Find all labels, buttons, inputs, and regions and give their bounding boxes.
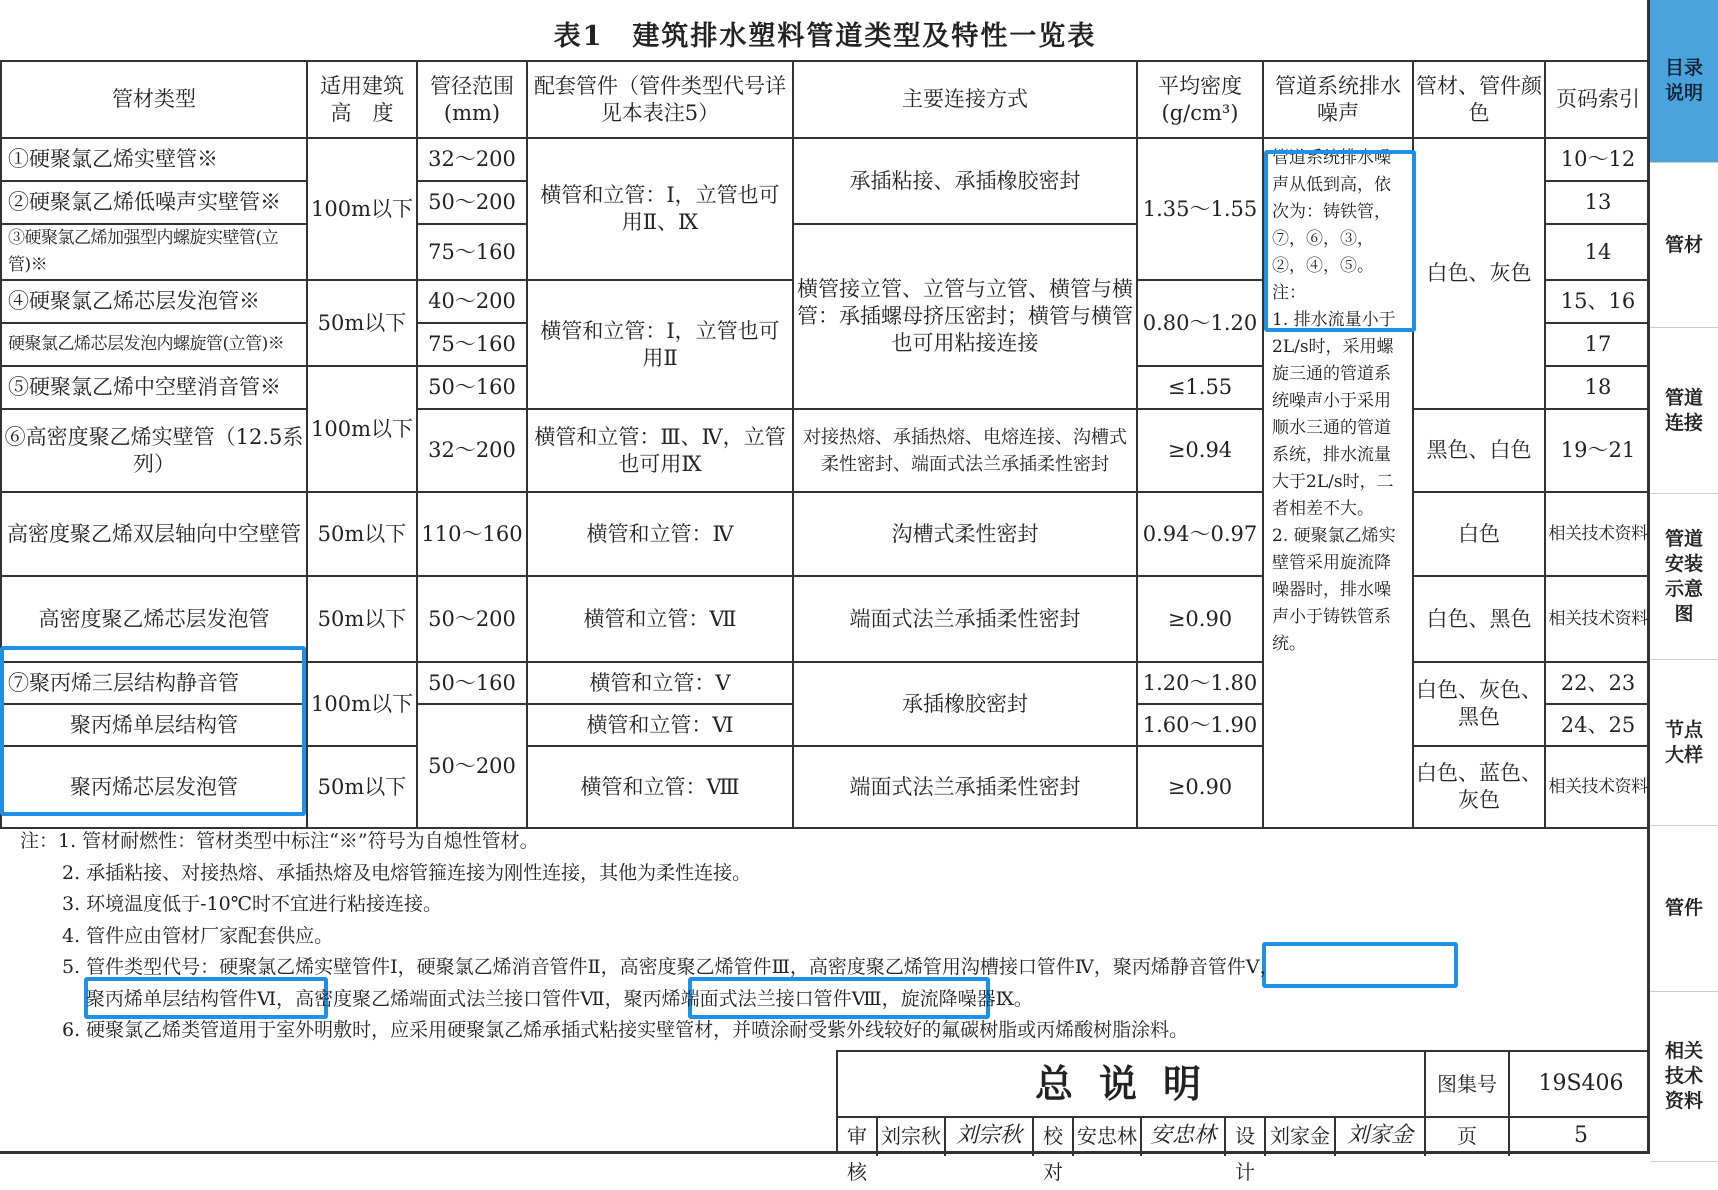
color-cell: 白色、黑色 (1413, 576, 1545, 662)
pipe-type-cell: ④硬聚氯乙烯芯层发泡管※ (1, 280, 307, 323)
noise-note-2: 2. 硬聚氯乙烯实壁管采用旋流降噪器时，排水噪声小于铸铁管系统。 (1272, 526, 1396, 654)
header-page-index: 页码索引 (1545, 61, 1651, 138)
page-number: 5 (1574, 1123, 1588, 1148)
diameter-cell: 40～200 (417, 280, 527, 323)
header-color: 管材、管件颜色 (1413, 61, 1545, 138)
pipe-type-cell: 高密度聚乙烯双层轴向中空壁管 (1, 492, 307, 576)
diameter-cell: 50～160 (417, 662, 527, 704)
fittings-cell: 横管和立管：Ⅳ (527, 492, 793, 576)
pipe-type-cell: ②硬聚氯乙烯低噪声实壁管※ (1, 181, 307, 224)
diameter-cell: 75～160 (417, 224, 527, 280)
reviewer-signature: 刘宗秋 (946, 1118, 1034, 1156)
checker-signature: 安忠林 (1142, 1118, 1226, 1156)
height-cell: 100m以下 (307, 366, 417, 492)
height-cell: 100m以下 (307, 662, 417, 746)
pipe-type-cell: ①硬聚氯乙烯实壁管※ (1, 138, 307, 181)
page-index-cell: 相关技术资料 (1545, 576, 1651, 662)
page-index-cell: 22、23 (1545, 662, 1651, 704)
design-label: 设计 (1226, 1118, 1266, 1156)
tab-node-details[interactable]: 节点大样 (1650, 660, 1718, 826)
density-cell: 1.20～1.80 (1137, 662, 1263, 704)
note-5-part-a: 5. 管件类型代号：硬聚氯乙烯实壁管件Ⅰ，硬聚氯乙烯消音管件Ⅱ，高密度聚乙烯管件Ⅲ，高密度聚乙烯管用沟槽接口管件Ⅳ， (62, 956, 1113, 978)
noise-note-1: 1. 排水流量小于2L/s时，采用螺旋三通的管道系统噪声小于采用顺水三通的管道系统，排水流量大于2L/s时，二者相差不大。 (1272, 310, 1396, 519)
header-fittings: 配套管件（管件类型代号详见本表注5） (527, 61, 793, 138)
page-label: 页 (1426, 1118, 1510, 1156)
noise-note-title: 注： (1272, 283, 1306, 303)
connection-cell: 端面式法兰承插柔性密封 (793, 746, 1137, 828)
table-title: 表1 建筑排水塑料管道类型及特性一览表 (553, 21, 1097, 52)
tab-pipe-materials[interactable]: 管材 (1650, 163, 1718, 328)
header-height: 适用建筑高 度 (307, 61, 417, 138)
diameter-cell: 50～200 (417, 181, 527, 224)
connection-cell: 承插粘接、承插橡胶密封 (793, 138, 1137, 224)
fittings-cell: 横管和立管：Ⅵ (527, 704, 793, 746)
pipe-type-cell: ③硬聚氯乙烯加强型内螺旋实壁管(立管)※ (1, 224, 307, 280)
color-cell: 白色、灰色、黑色 (1413, 662, 1545, 746)
atlas-label: 图集号 (1426, 1052, 1510, 1118)
pipe-type-cell: ⑥高密度聚乙烯实壁管（12.5系列） (1, 409, 307, 492)
diameter-cell: 50～200 (417, 576, 527, 662)
note-line-2: 2. 承插粘接、对接热熔、承插热熔及电熔管箍连接为刚性连接，其他为柔性连接。 (62, 861, 752, 884)
page-index-cell: 24、25 (1545, 704, 1651, 746)
note-5-part-e: 聚丙烯端面式法兰接口管件Ⅷ， (623, 987, 901, 1010)
fittings-cell: 横管和立管：Ⅷ (527, 746, 793, 828)
tab-contents-description[interactable]: 目录说明 (1650, 0, 1718, 163)
header-diameter: 管径范围(mm) (417, 61, 527, 138)
noise-cell (1263, 138, 1413, 828)
height-cell: 50m以下 (307, 492, 417, 576)
density-cell: ≥0.90 (1137, 746, 1263, 828)
color-cell: 黑色、白色 (1413, 409, 1545, 492)
page-index-cell: 15、16 (1545, 280, 1651, 323)
pipe-type-cell: ⑤硬聚氯乙烯中空壁消音管※ (1, 366, 307, 409)
density-cell: 1.60～1.90 (1137, 704, 1263, 746)
page-index-cell: 10～12 (1545, 138, 1651, 181)
checker-name: 安忠林 (1074, 1118, 1142, 1156)
note-line-1: 注：1. 管材耐燃性：管材类型中标注“※”符号为自熄性管材。 (20, 830, 539, 852)
height-cell: 50m以下 (307, 280, 417, 366)
designer-name: 刘家金 (1266, 1118, 1336, 1156)
note-line-5 (20, 952, 1640, 984)
note-line-3: 3. 环境温度低于-10℃时不宜进行粘接连接。 (62, 893, 443, 915)
page-index-cell: 相关技术资料 (1545, 492, 1651, 576)
pipe-types-table (0, 60, 1652, 829)
connection-cell: 端面式法兰承插柔性密封 (793, 576, 1137, 662)
page-index-cell: 13 (1545, 181, 1651, 224)
tab-pipe-connection[interactable]: 管道连接 (1650, 328, 1718, 494)
note-line-4: 4. 管件应由管材厂家配套供应。 (62, 924, 334, 947)
check-label: 校对 (1034, 1118, 1074, 1156)
fittings-cell: 横管和立管：Ⅴ (527, 662, 793, 704)
diameter-cell: 75～160 (417, 323, 527, 366)
page-index-cell: 19～21 (1545, 409, 1651, 492)
noise-ranking: 管道系统排水噪声从低到高，依次为：铸铁管，⑦，⑥，③，②，④，⑤。 (1272, 148, 1391, 276)
note-5-part-c: 聚丙烯单层结构管件Ⅵ， (86, 987, 296, 1010)
connection-cell: 横管接立管、立管与立管、横管与横管：承插螺母挤压密封；横管与横管也可用粘接连接 (793, 224, 1137, 409)
height-cell: 50m以下 (307, 576, 417, 662)
connection-cell: 对接热熔、承插热熔、电熔连接、沟槽式柔性密封、端面式法兰承插柔性密封 (793, 409, 1137, 492)
pipe-type-cell: 硬聚氯乙烯芯层发泡内螺旋管(立管)※ (1, 323, 307, 366)
note-line-6: 6. 硬聚氯乙烯类管道用于室外明敷时，应采用硬聚氯乙烯承插式粘接实壁管材，并喷涂耐受紫外线较好的氟碳树脂或丙烯酸树脂涂料。 (62, 1019, 1189, 1041)
density-cell: ≤1.55 (1137, 366, 1263, 409)
pipe-type-cell: 高密度聚乙烯芯层发泡管 (1, 576, 307, 662)
section-sidebar (1650, 0, 1718, 1162)
tab-fittings[interactable]: 管件 (1650, 826, 1718, 992)
diameter-cell: 110～160 (417, 492, 527, 576)
diameter-cell: 32～200 (417, 138, 527, 181)
density-cell: ≥0.90 (1137, 576, 1263, 662)
fittings-cell: 横管和立管：Ⅶ (527, 576, 793, 662)
table-row (1, 138, 1651, 181)
review-label: 审核 (838, 1118, 878, 1156)
color-cell: 白色、灰色 (1413, 138, 1545, 409)
note-5-part-f: 旋流降噪器Ⅸ。 (900, 987, 1033, 1010)
pipe-type-cell: ⑦聚丙烯三层结构静音管 (1, 662, 307, 704)
title-block (836, 1050, 1650, 1184)
color-cell: 白色、蓝色、灰色 (1413, 746, 1545, 828)
designer-signature: 刘家金 (1336, 1118, 1426, 1156)
page-index-cell: 18 (1545, 366, 1651, 409)
pipe-type-cell: 聚丙烯单层结构管 (1, 704, 307, 746)
note-line-5-cont (20, 984, 1640, 1016)
header-connection: 主要连接方式 (793, 61, 1137, 138)
fittings-cell: 横管和立管：Ⅰ，立管也可用Ⅱ (527, 280, 793, 409)
density-cell: ≥0.94 (1137, 409, 1263, 492)
pipe-type-cell: 聚丙烯芯层发泡管 (1, 746, 307, 828)
fittings-cell: 横管和立管：Ⅰ，立管也可用Ⅱ、Ⅸ (527, 138, 793, 280)
reviewer-name: 刘宗秋 (878, 1118, 946, 1156)
title-block-main: 总说明 (838, 1052, 1426, 1118)
page-index-cell: 14 (1545, 224, 1651, 280)
fittings-cell: 横管和立管：Ⅲ、Ⅳ，立管也可用Ⅸ (527, 409, 793, 492)
connection-cell: 沟槽式柔性密封 (793, 492, 1137, 576)
height-cell: 100m以下 (307, 138, 417, 280)
diameter-cell: 50～160 (417, 366, 527, 409)
notes-section (20, 826, 1640, 1047)
header-row (1, 61, 1651, 138)
connection-cell: 承插橡胶密封 (793, 662, 1137, 746)
header-pipe-type: 管材类型 (1, 61, 307, 138)
height-cell: 50m以下 (307, 746, 417, 828)
diameter-cell: 50～200 (417, 704, 527, 828)
note-5-part-d: 高密度聚乙烯端面式法兰接口管件Ⅶ， (295, 987, 624, 1010)
note-5-part-b: 聚丙烯静音管件Ⅴ， (1112, 956, 1279, 978)
diameter-cell: 32～200 (417, 409, 527, 492)
header-noise: 管道系统排水噪声 (1263, 61, 1413, 138)
density-cell: 0.80～1.20 (1137, 280, 1263, 366)
density-cell: 1.35～1.55 (1137, 138, 1263, 280)
tab-pipe-installation-diagram[interactable]: 管道安装示意图 (1650, 494, 1718, 660)
header-density: 平均密度(g/cm³) (1137, 61, 1263, 138)
tab-technical-data[interactable]: 相关技术资料 (1650, 992, 1718, 1162)
density-cell: 0.94～0.97 (1137, 492, 1263, 576)
atlas-number: 19S406 (1510, 1052, 1652, 1118)
page-index-cell: 相关技术资料 (1545, 746, 1651, 828)
page-index-cell: 17 (1545, 323, 1651, 366)
color-cell: 白色 (1413, 492, 1545, 576)
